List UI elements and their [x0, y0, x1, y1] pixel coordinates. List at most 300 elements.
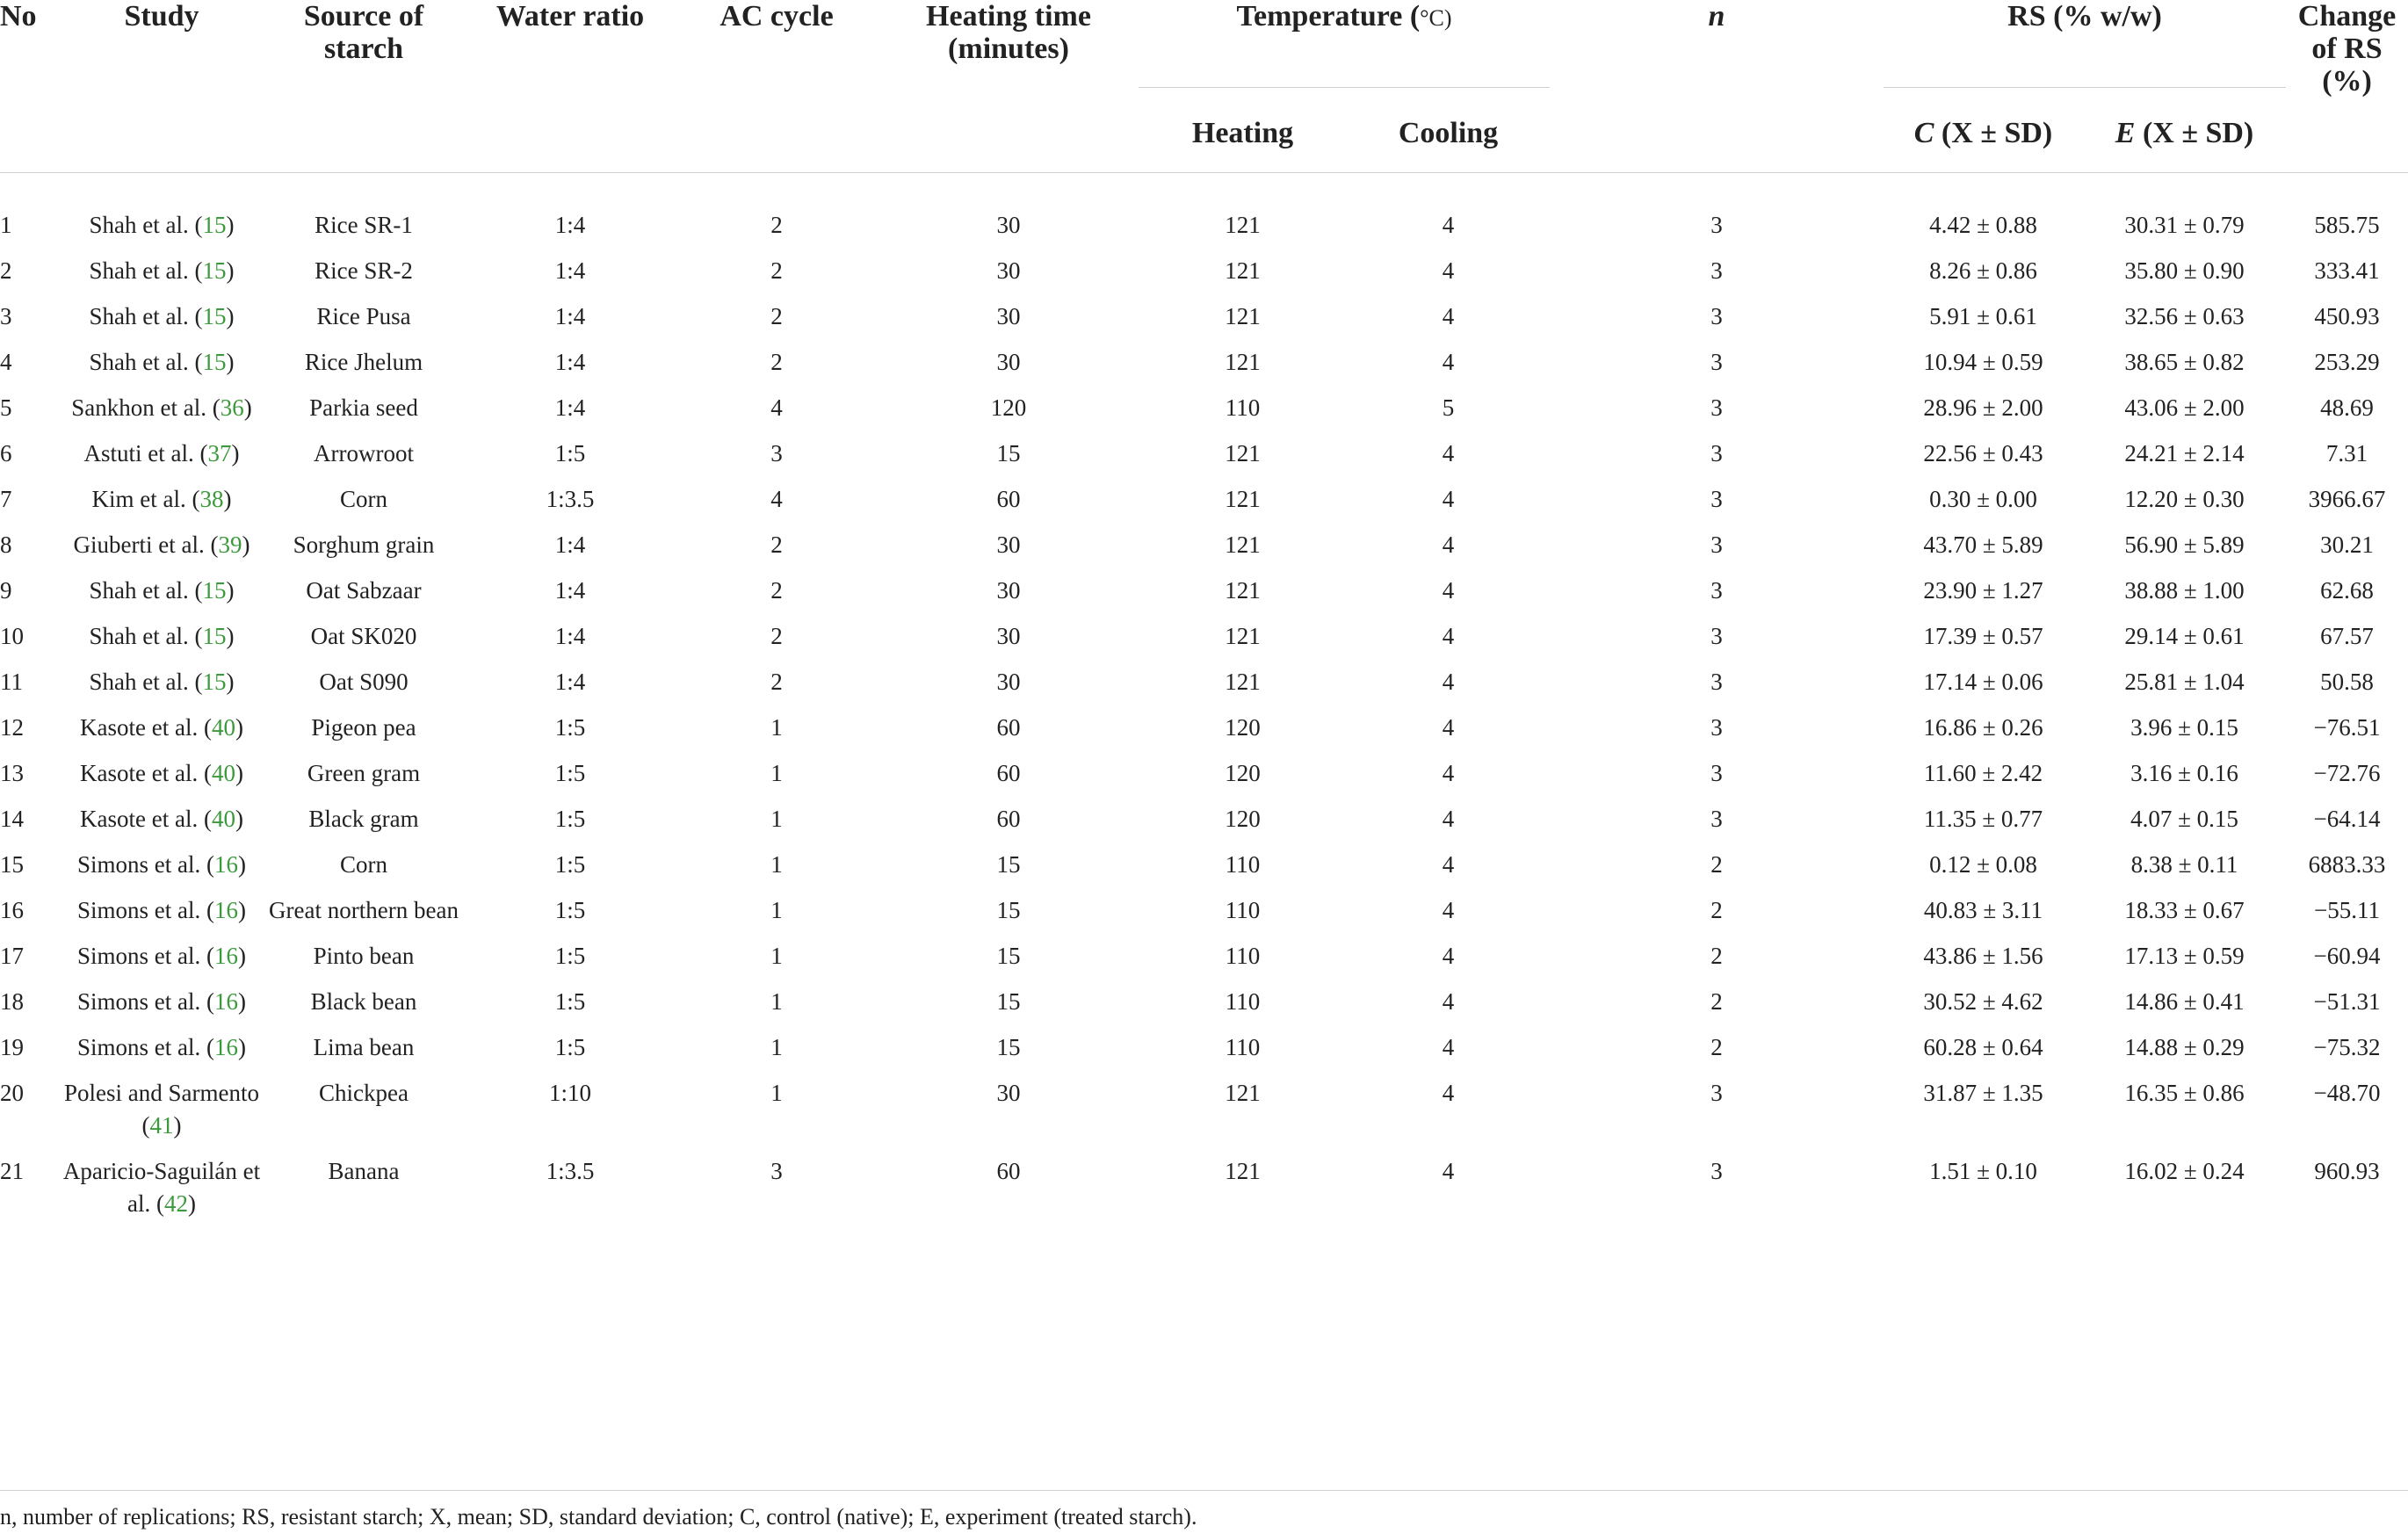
cell-no: 15 [0, 851, 24, 878]
cell-water: 1:4 [554, 212, 586, 238]
cell-ac: 3 [770, 440, 783, 466]
cell-time: 30 [996, 349, 1021, 375]
cell-c: 1.51 ± 0.10 [1929, 1158, 2037, 1184]
cell-source: Rice SR-1 [315, 212, 413, 238]
cell-source: Lima bean [313, 1034, 415, 1060]
cell-cool: 4 [1442, 212, 1455, 238]
cell-study: Kasote et al. (40) [80, 760, 243, 786]
cell-water: 1:5 [554, 943, 586, 969]
cell-source: Black gram [308, 806, 419, 832]
cell-ac: 1 [770, 988, 783, 1015]
cell-cool: 4 [1442, 897, 1455, 923]
table-row [0, 666, 2408, 712]
cell-ac: 2 [770, 349, 783, 375]
cell-heat: 120 [1225, 714, 1261, 741]
header-rs: RS (% w/w) [1884, 0, 2286, 88]
cell-change: 3966.67 [2308, 486, 2386, 512]
table-row [0, 300, 2408, 346]
cell-no: 2 [0, 257, 12, 284]
cell-cool: 4 [1442, 988, 1455, 1015]
cell-time: 120 [990, 394, 1027, 421]
header-temperature: Temperature (°C) [1139, 0, 1550, 88]
cell-water: 1:5 [554, 1034, 586, 1060]
cell-heat: 121 [1225, 212, 1261, 238]
cell-cool: 4 [1442, 714, 1455, 741]
cell-n: 3 [1710, 669, 1723, 695]
cell-heat: 121 [1225, 669, 1261, 695]
cell-time: 15 [996, 897, 1021, 923]
cell-e: 38.88 ± 1.00 [2124, 577, 2245, 604]
cell-source: Oat Sabzaar [306, 577, 422, 604]
reference-link[interactable]: 16 [214, 897, 238, 923]
cell-cool: 4 [1442, 806, 1455, 832]
cell-ac: 1 [770, 851, 783, 878]
cell-ac: 1 [770, 760, 783, 786]
cell-time: 15 [996, 988, 1021, 1015]
cell-n: 2 [1710, 851, 1723, 878]
cell-no: 19 [0, 1034, 24, 1060]
cell-c: 16.86 ± 0.26 [1923, 714, 2043, 741]
cell-no: 11 [0, 669, 23, 695]
cell-heat: 121 [1225, 1158, 1261, 1184]
cell-water: 1:5 [554, 988, 586, 1015]
cell-source: Oat S090 [319, 669, 409, 695]
table-row [0, 940, 2408, 986]
cell-c: 0.30 ± 0.00 [1929, 486, 2037, 512]
cell-time: 30 [996, 577, 1021, 604]
cell-e: 3.16 ± 0.16 [2130, 760, 2238, 786]
cell-n: 2 [1710, 943, 1723, 969]
cell-heat: 121 [1225, 440, 1261, 466]
cell-cool: 4 [1442, 669, 1455, 695]
cell-study: Shah et al. (15) [89, 212, 235, 238]
cell-source: Oat SK020 [310, 623, 417, 649]
cell-study: Aparicio-Saguilán et al. (42) [62, 1158, 261, 1217]
table-row [0, 894, 2408, 940]
cell-study: Polesi and Sarmento (41) [64, 1080, 259, 1139]
cell-cool: 4 [1442, 1158, 1455, 1184]
cell-time: 30 [996, 669, 1021, 695]
header-source: Source of starch [303, 0, 424, 65]
cell-source: Great northern bean [269, 897, 459, 923]
cell-water: 1:4 [554, 623, 586, 649]
cell-no: 10 [0, 623, 24, 649]
reference-link[interactable]: 15 [202, 212, 227, 238]
cell-n: 3 [1710, 394, 1723, 421]
cell-change: 50.58 [2320, 669, 2374, 695]
cell-time: 30 [996, 212, 1021, 238]
cell-n: 3 [1710, 212, 1723, 238]
cell-source: Sorghum grain [293, 531, 435, 558]
cell-e: 43.06 ± 2.00 [2124, 394, 2245, 421]
cell-change: 333.41 [2314, 257, 2380, 284]
cell-heat: 110 [1225, 897, 1261, 923]
cell-time: 60 [996, 486, 1021, 512]
table-footnote: n, number of replications; RS, resistant starch; X, mean; SD, standard deviation; C, control (native); E, experiment (treated starch). [0, 1504, 1197, 1529]
cell-no: 18 [0, 988, 24, 1015]
cell-e: 3.96 ± 0.15 [2130, 714, 2238, 741]
cell-change: 585.75 [2314, 212, 2380, 238]
cell-heat: 110 [1225, 988, 1261, 1015]
cell-change: 6883.33 [2308, 851, 2386, 878]
reference-link[interactable]: 15 [202, 349, 227, 375]
cell-n: 3 [1710, 623, 1723, 649]
cell-water: 1:4 [554, 349, 586, 375]
cell-no: 3 [0, 303, 12, 329]
cell-source: Chickpea [319, 1080, 409, 1106]
cell-cool: 4 [1442, 1080, 1455, 1106]
reference-link[interactable]: 41 [149, 1112, 174, 1139]
cell-study: Simons et al. (16) [77, 1034, 246, 1060]
cell-ac: 4 [770, 486, 783, 512]
table-row [0, 346, 2408, 392]
cell-time: 15 [996, 943, 1021, 969]
cell-heat: 121 [1225, 531, 1261, 558]
cell-c: 8.26 ± 0.86 [1929, 257, 2037, 284]
cell-cool: 4 [1442, 577, 1455, 604]
cell-change: −60.94 [2313, 943, 2381, 969]
cell-ac: 1 [770, 1080, 783, 1106]
cell-change: 62.68 [2320, 577, 2374, 604]
cell-n: 3 [1710, 486, 1723, 512]
table-row [0, 986, 2408, 1031]
cell-time: 30 [996, 257, 1021, 284]
cell-heat: 121 [1225, 1080, 1261, 1106]
cell-change: 450.93 [2314, 303, 2380, 329]
cell-c: 23.90 ± 1.27 [1923, 577, 2043, 604]
header-heating: Heating [1191, 116, 1294, 149]
cell-c: 17.39 ± 0.57 [1923, 623, 2043, 649]
cell-water: 1:4 [554, 257, 586, 284]
table-row [0, 757, 2408, 803]
reference-link[interactable]: 40 [211, 760, 235, 786]
header-water-ratio: Water ratio [495, 0, 645, 33]
cell-ac: 1 [770, 1034, 783, 1060]
cell-source: Arrowroot [314, 440, 414, 466]
table-body [0, 173, 2408, 1234]
cell-heat: 121 [1225, 486, 1261, 512]
cell-c: 4.42 ± 0.88 [1929, 212, 2037, 238]
cell-n: 3 [1710, 760, 1723, 786]
cell-no: 14 [0, 806, 24, 832]
cell-study: Kasote et al. (40) [80, 806, 243, 832]
table-row [0, 437, 2408, 483]
cell-no: 16 [0, 897, 24, 923]
cell-time: 60 [996, 806, 1021, 832]
cell-change: −75.32 [2313, 1034, 2381, 1060]
cell-cool: 4 [1442, 440, 1455, 466]
cell-ac: 4 [770, 394, 783, 421]
header-cooling: Cooling [1398, 116, 1499, 149]
cell-cool: 4 [1442, 623, 1455, 649]
cell-n: 3 [1710, 1080, 1723, 1106]
reference-link[interactable]: 37 [207, 440, 232, 466]
cell-water: 1:4 [554, 303, 586, 329]
cell-e: 56.90 ± 5.89 [2124, 531, 2245, 558]
cell-time: 15 [996, 1034, 1021, 1060]
cell-no: 4 [0, 349, 12, 375]
cell-change: −48.70 [2313, 1080, 2381, 1106]
footer-rule [0, 1490, 2408, 1491]
cell-cool: 5 [1442, 394, 1455, 421]
reference-link[interactable]: 16 [214, 851, 238, 878]
cell-heat: 121 [1225, 349, 1261, 375]
table-row [0, 529, 2408, 575]
cell-heat: 110 [1225, 943, 1261, 969]
cell-c: 5.91 ± 0.61 [1929, 303, 2037, 329]
cell-source: Pinto bean [313, 943, 415, 969]
cell-no: 20 [0, 1080, 24, 1106]
cell-time: 30 [996, 623, 1021, 649]
cell-study: Kasote et al. (40) [80, 714, 243, 741]
cell-heat: 121 [1225, 577, 1261, 604]
cell-e: 8.38 ± 0.11 [2130, 851, 2238, 878]
cell-n: 3 [1710, 806, 1723, 832]
cell-source: Green gram [307, 760, 421, 786]
table-row [0, 1155, 2408, 1233]
cell-study: Shah et al. (15) [89, 257, 235, 284]
cell-time: 15 [996, 851, 1021, 878]
cell-e: 4.07 ± 0.15 [2130, 806, 2238, 832]
cell-cool: 4 [1442, 1034, 1455, 1060]
cell-water: 1:5 [554, 897, 586, 923]
cell-c: 11.35 ± 0.77 [1923, 806, 2043, 832]
reference-link[interactable]: 16 [214, 1034, 238, 1060]
cell-study: Astuti et al. (37) [83, 440, 240, 466]
table-row [0, 1031, 2408, 1077]
cell-heat: 121 [1225, 623, 1261, 649]
reference-link[interactable]: 36 [220, 394, 244, 421]
cell-change: −51.31 [2313, 988, 2381, 1015]
cell-change: 48.69 [2320, 394, 2374, 421]
cell-cool: 4 [1442, 257, 1455, 284]
cell-n: 3 [1710, 1158, 1723, 1184]
cell-study: Giuberti et al. (39) [73, 531, 250, 558]
reference-link[interactable]: 38 [199, 486, 224, 512]
cell-study: Sankhon et al. (36) [71, 394, 252, 421]
header-rs-experiment: E (X ± SD) [2115, 116, 2254, 149]
table-row [0, 483, 2408, 529]
cell-study: Shah et al. (15) [89, 623, 235, 649]
cell-no: 7 [0, 486, 12, 512]
cell-c: 22.56 ± 0.43 [1923, 440, 2043, 466]
cell-ac: 2 [770, 623, 783, 649]
cell-change: 67.57 [2320, 623, 2374, 649]
cell-n: 3 [1710, 577, 1723, 604]
cell-ac: 2 [770, 257, 783, 284]
cell-e: 14.88 ± 0.29 [2124, 1034, 2245, 1060]
cell-no: 13 [0, 760, 24, 786]
cell-cool: 4 [1442, 349, 1455, 375]
cell-source: Corn [340, 486, 387, 512]
cell-heat: 121 [1225, 303, 1261, 329]
cell-study: Simons et al. (16) [77, 851, 246, 878]
cell-c: 10.94 ± 0.59 [1923, 349, 2043, 375]
cell-no: 5 [0, 394, 12, 421]
cell-water: 1:3.5 [546, 486, 595, 512]
header-heating-time: Heating time (minutes) [926, 0, 1091, 65]
cell-c: 0.12 ± 0.08 [1929, 851, 2037, 878]
cell-water: 1:4 [554, 394, 586, 421]
cell-c: 11.60 ± 2.42 [1923, 760, 2043, 786]
cell-no: 17 [0, 943, 24, 969]
cell-e: 17.13 ± 0.59 [2124, 943, 2245, 969]
cell-study: Simons et al. (16) [77, 897, 246, 923]
cell-c: 40.83 ± 3.11 [1923, 897, 2043, 923]
cell-e: 25.81 ± 1.04 [2124, 669, 2245, 695]
cell-heat: 120 [1225, 806, 1261, 832]
cell-source: Pigeon pea [311, 714, 416, 741]
cell-e: 32.56 ± 0.63 [2124, 303, 2245, 329]
cell-water: 1:3.5 [546, 1158, 595, 1184]
cell-heat: 110 [1225, 394, 1261, 421]
cell-change: 253.29 [2314, 349, 2380, 375]
cell-no: 12 [0, 714, 24, 741]
cell-ac: 1 [770, 897, 783, 923]
cell-time: 60 [996, 760, 1021, 786]
cell-e: 38.65 ± 0.82 [2124, 349, 2245, 375]
cell-c: 60.28 ± 0.64 [1923, 1034, 2043, 1060]
cell-ac: 2 [770, 531, 783, 558]
cell-study: Kim et al. (38) [91, 486, 232, 512]
cell-ac: 1 [770, 943, 783, 969]
cell-time: 30 [996, 1080, 1021, 1106]
cell-e: 24.21 ± 2.14 [2124, 440, 2245, 466]
cell-e: 16.35 ± 0.86 [2124, 1080, 2245, 1106]
cell-ac: 2 [770, 212, 783, 238]
cell-e: 14.86 ± 0.41 [2124, 988, 2245, 1015]
cell-ac: 3 [770, 1158, 783, 1184]
table-row [0, 803, 2408, 849]
cell-n: 2 [1710, 1034, 1723, 1060]
header-rs-control: C (X ± SD) [1913, 116, 2053, 149]
cell-c: 43.70 ± 5.89 [1923, 531, 2043, 558]
table-row [0, 620, 2408, 666]
cell-time: 30 [996, 531, 1021, 558]
cell-no: 1 [0, 212, 12, 238]
cell-source: Rice Jhelum [304, 349, 423, 375]
cell-c: 31.87 ± 1.35 [1923, 1080, 2043, 1106]
cell-c: 43.86 ± 1.56 [1923, 943, 2043, 969]
cell-e: 12.20 ± 0.30 [2124, 486, 2245, 512]
cell-change: 30.21 [2320, 531, 2374, 558]
header-study: Study [124, 0, 199, 33]
cell-study: Shah et al. (15) [89, 303, 235, 329]
table-row [0, 255, 2408, 300]
reference-link[interactable]: 15 [202, 623, 227, 649]
cell-water: 1:10 [548, 1080, 591, 1106]
cell-cool: 4 [1442, 943, 1455, 969]
cell-no: 6 [0, 440, 12, 466]
cell-source: Parkia seed [309, 394, 418, 421]
cell-change: −55.11 [2314, 897, 2380, 923]
cell-n: 3 [1710, 349, 1723, 375]
reference-link[interactable]: 15 [202, 257, 227, 284]
cell-n: 2 [1710, 897, 1723, 923]
cell-source: Black bean [310, 988, 417, 1015]
cell-study: Shah et al. (15) [89, 577, 235, 604]
table-row [0, 849, 2408, 894]
cell-e: 35.80 ± 0.90 [2124, 257, 2245, 284]
table-row [0, 392, 2408, 437]
reference-link[interactable]: 39 [218, 531, 242, 558]
cell-no: 21 [0, 1158, 24, 1184]
cell-c: 28.96 ± 2.00 [1923, 394, 2043, 421]
cell-ac: 1 [770, 714, 783, 741]
cell-n: 3 [1710, 714, 1723, 741]
cell-e: 18.33 ± 0.67 [2124, 897, 2245, 923]
cell-no: 8 [0, 531, 12, 558]
header-n: n [1708, 0, 1725, 33]
reference-link[interactable]: 40 [211, 714, 235, 741]
cell-cool: 4 [1442, 531, 1455, 558]
cell-n: 3 [1710, 531, 1723, 558]
cell-e: 29.14 ± 0.61 [2124, 623, 2245, 649]
cell-heat: 110 [1225, 1034, 1261, 1060]
cell-time: 60 [996, 714, 1021, 741]
cell-time: 60 [996, 1158, 1021, 1184]
cell-water: 1:5 [554, 760, 586, 786]
table-row [0, 1077, 2408, 1155]
reference-link[interactable]: 16 [214, 988, 238, 1015]
table-row [0, 575, 2408, 620]
cell-n: 3 [1710, 303, 1723, 329]
cell-source: Corn [340, 851, 387, 878]
cell-study: Shah et al. (15) [89, 669, 235, 695]
cell-source: Rice Pusa [316, 303, 411, 329]
reference-link[interactable]: 42 [163, 1190, 188, 1217]
cell-study: Simons et al. (16) [77, 943, 246, 969]
header-no: No [0, 0, 37, 33]
cell-e: 16.02 ± 0.24 [2124, 1158, 2245, 1184]
reference-link[interactable]: 40 [211, 806, 235, 832]
cell-source: Rice SR-2 [315, 257, 413, 284]
table-row [0, 712, 2408, 757]
cell-e: 30.31 ± 0.79 [2124, 212, 2245, 238]
cell-heat: 110 [1225, 851, 1261, 878]
reference-link[interactable]: 15 [202, 577, 227, 604]
cell-study: Simons et al. (16) [77, 988, 246, 1015]
cell-n: 3 [1710, 440, 1723, 466]
cell-cool: 4 [1442, 760, 1455, 786]
reference-link[interactable]: 15 [202, 303, 227, 329]
cell-change: 7.31 [2325, 440, 2368, 466]
cell-ac: 2 [770, 303, 783, 329]
cell-heat: 120 [1225, 760, 1261, 786]
cell-n: 3 [1710, 257, 1723, 284]
reference-link[interactable]: 15 [202, 669, 227, 695]
cell-c: 30.52 ± 4.62 [1923, 988, 2043, 1015]
cell-time: 30 [996, 303, 1021, 329]
cell-water: 1:4 [554, 577, 586, 604]
cell-time: 15 [996, 440, 1021, 466]
cell-heat: 121 [1225, 257, 1261, 284]
cell-water: 1:5 [554, 851, 586, 878]
cell-water: 1:5 [554, 714, 586, 741]
reference-link[interactable]: 16 [214, 943, 238, 969]
cell-cool: 4 [1442, 851, 1455, 878]
cell-cool: 4 [1442, 486, 1455, 512]
header-ac-cycle: AC cycle [720, 0, 834, 33]
cell-change: −72.76 [2313, 760, 2381, 786]
cell-no: 9 [0, 577, 12, 604]
cell-ac: 2 [770, 577, 783, 604]
cell-source: Banana [328, 1158, 400, 1184]
cell-change: −76.51 [2313, 714, 2381, 741]
cell-water: 1:4 [554, 669, 586, 695]
cell-change: 960.93 [2314, 1158, 2380, 1184]
cell-n: 2 [1710, 988, 1723, 1015]
